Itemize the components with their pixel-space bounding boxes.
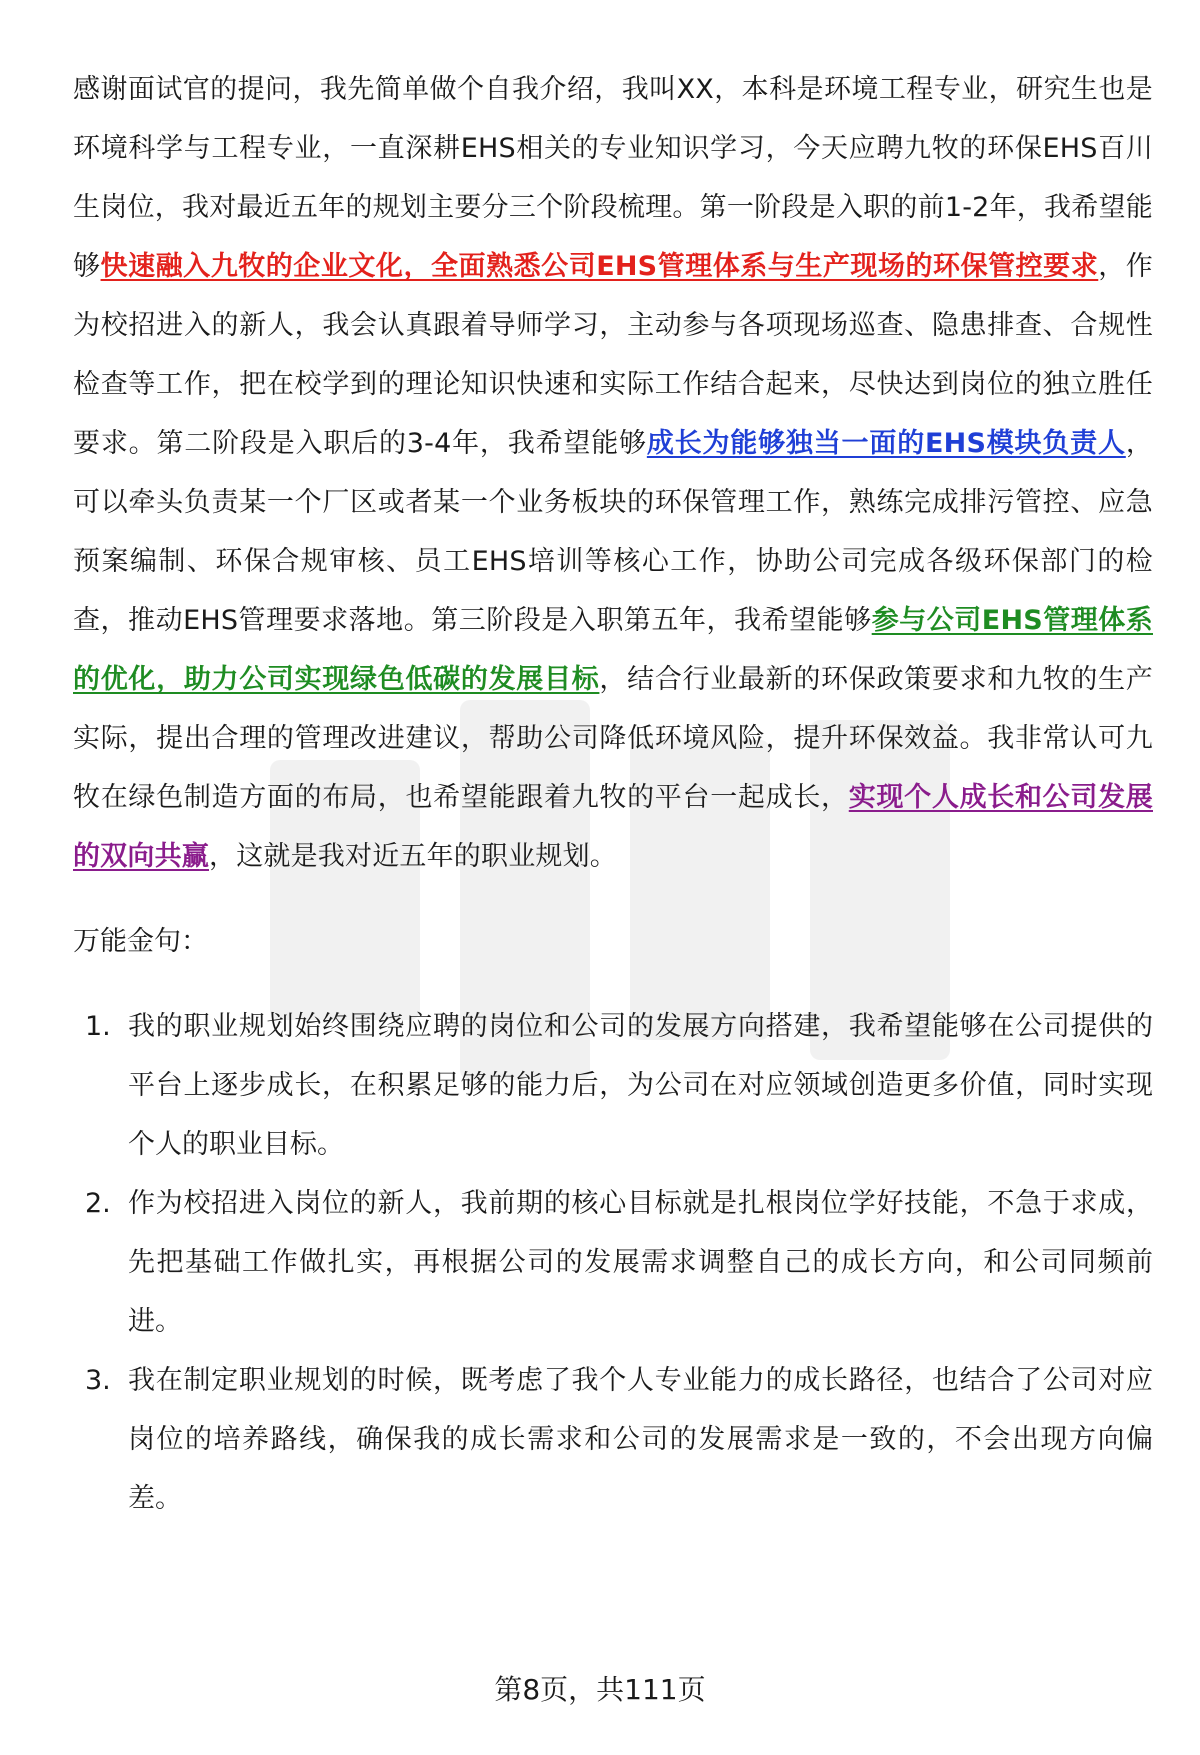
list-item-text: 我的职业规划始终围绕应聘的岗位和公司的发展方向搭建，我希望能够在公司提供的平台上逐步成长，在积累足够的能力后，为公司在对应领域创造更多价值，同时实现个人的职业目标。 xyxy=(128,1011,1153,1160)
list-item-text: 我在制定职业规划的时候，既考虑了我个人专业能力的成长路径，也结合了公司对应岗位的培养路线，确保我的成长需求和公司的发展需求是一致的，不会出现方向偏差。 xyxy=(128,1365,1153,1514)
list-item-number: 3. xyxy=(85,1365,111,1396)
page-footer: 第8页，共111页 xyxy=(494,1673,706,1706)
text-run-5: ，这就是我对近五年的职业规划。 xyxy=(209,841,617,872)
list-item xyxy=(73,997,1153,1174)
list-item xyxy=(73,1351,1153,1528)
list-item-number: 1. xyxy=(85,1011,111,1042)
highlight-win-win: 实现个人成长和公司发展的双向共赢 xyxy=(73,782,1153,872)
list-item-text: 作为校招进入岗位的新人，我前期的核心目标就是扎根岗位学好技能，不急于求成，先把基础工作做扎实，再根据公司的发展需求调整自己的成长方向，和公司同频前进。 xyxy=(128,1188,1153,1337)
list-item-number: 2. xyxy=(85,1188,111,1219)
intro-paragraph xyxy=(73,60,1153,886)
text-run-2: ，作为校招进入的新人，我会认真跟着导师学习，主动参与各项现场巡查、隐患排查、合规性检查等工作，把在校学到的理论知识快速和实际工作结合起来，尽快达到岗位的独立胜任要求。第二阶段是入职后的3-4年，我希望能够 xyxy=(73,251,1154,459)
document-body xyxy=(73,60,1153,1528)
text-run-1: 感谢面试官的提问，我先简单做个自我介绍，我叫XX，本科是环境工程专业，研究生也是环境科学与工程专业，一直深耕EHS相关的专业知识学习，今天应聘九牧的环保EHS百川生岗位，我对最近五年的规划主要分三个阶段梳理。第一阶段是入职的前1-2年，我希望能够 xyxy=(73,74,1153,282)
text-run-3: ，可以牵头负责某一个厂区或者某一个业务板块的环保管理工作，熟练完成排污管控、应急预案编制、环保合规审核、员工EHS培训等核心工作，协助公司完成各级环保部门的检查，推动EHS管理要求落地。第三阶段是入职第五年，我希望能够 xyxy=(73,428,1154,636)
section-title: 万能金句： xyxy=(73,926,208,957)
quotes-list xyxy=(73,997,1153,1528)
highlight-stage-three: 参与公司EHS管理体系的优化，助力公司实现绿色低碳的发展目标 xyxy=(73,605,1153,695)
list-item xyxy=(73,1174,1153,1351)
text-run-4: ，结合行业最新的环保政策要求和九牧的生产实际，提出合理的管理改进建议，帮助公司降低环境风险，提升环保效益。我非常认可九牧在绿色制造方面的布局，也希望能跟着九牧的平台一起成长， xyxy=(73,664,1153,813)
highlight-stage-one: 快速融入九牧的企业文化，全面熟悉公司EHS管理体系与生产现场的环保管控要求 xyxy=(100,251,1099,282)
highlight-stage-two: 成长为能够独当一面的EHS模块负责人 xyxy=(646,428,1126,459)
